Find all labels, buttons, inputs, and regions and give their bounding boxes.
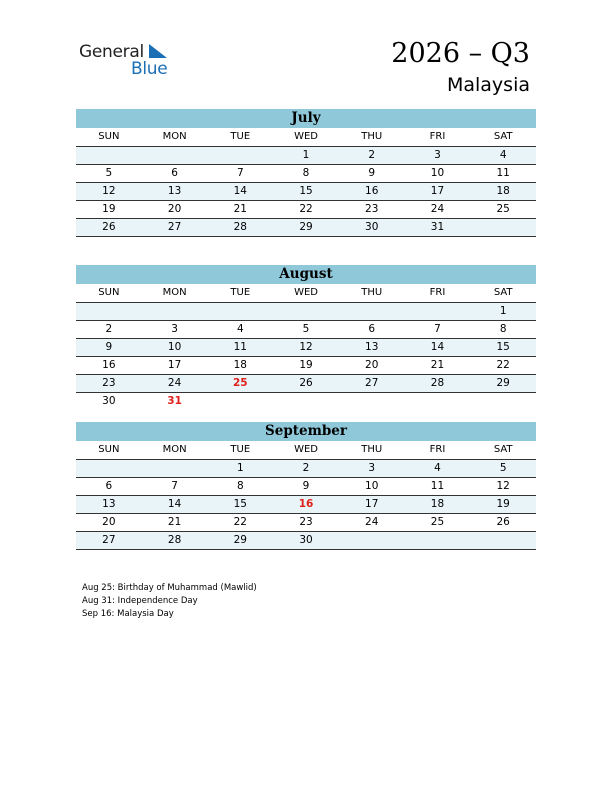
weekday-label: WED	[294, 287, 318, 298]
day-cell: 27	[365, 377, 379, 389]
weekday-label: WED	[294, 131, 318, 142]
holiday-day-cell: 31	[167, 395, 182, 407]
weekday-label: FRI	[429, 131, 446, 142]
day-cell: 31	[430, 221, 445, 233]
day-cell: 5	[105, 167, 113, 179]
day-cell: 12	[102, 185, 116, 197]
week-row	[76, 321, 536, 339]
day-cell: 10	[365, 480, 379, 492]
month-july	[76, 109, 536, 237]
day-cell	[470, 393, 536, 410]
day-cell: 17	[365, 498, 379, 510]
day-cell: 11	[430, 480, 445, 492]
day-cell: 8	[302, 167, 310, 179]
day-cell: 20	[365, 359, 379, 371]
weekday-label: SAT	[493, 444, 513, 455]
month-september	[76, 422, 536, 550]
day-cell	[273, 303, 339, 320]
week-row	[76, 460, 536, 478]
month-title: July	[76, 109, 536, 128]
weekday-label: WED	[294, 444, 318, 455]
day-cell	[470, 219, 536, 236]
weekday-label: SUN	[98, 131, 120, 142]
day-cell	[339, 393, 405, 410]
week-row	[76, 201, 536, 219]
day-cell: 22	[233, 516, 247, 528]
logo-flag-icon	[147, 44, 167, 60]
week-row	[76, 478, 536, 496]
logo-general-text: General	[79, 42, 144, 62]
day-cell: 30	[365, 221, 379, 233]
day-cell: 22	[299, 203, 313, 215]
day-cell: 14	[430, 341, 445, 353]
weekday-label: THU	[361, 131, 383, 142]
day-cell: 16	[365, 185, 379, 197]
page-title: 2026 – Q3	[391, 38, 530, 69]
day-cell: 6	[171, 167, 178, 179]
holiday-notes	[82, 582, 257, 621]
day-cell: 5	[499, 462, 507, 474]
day-cell	[76, 303, 142, 320]
weekday-label: TUE	[230, 131, 251, 142]
day-cell: 28	[233, 221, 247, 233]
day-cell: 17	[167, 359, 182, 371]
day-cell: 23	[299, 516, 313, 528]
weekday-label: MON	[162, 287, 187, 298]
day-cell	[76, 147, 142, 164]
week-row	[76, 339, 536, 357]
day-cell: 25	[430, 516, 445, 528]
weekday-label: FRI	[429, 444, 446, 455]
day-cell	[405, 303, 471, 320]
day-cell: 15	[233, 498, 247, 510]
weekday-label: TUE	[230, 287, 251, 298]
generalblue-logo	[79, 42, 179, 82]
day-cell: 4	[499, 149, 507, 161]
day-cell: 18	[496, 185, 510, 197]
day-cell: 1	[236, 462, 244, 474]
day-cell: 23	[365, 203, 379, 215]
day-cell: 21	[233, 203, 247, 215]
weekday-label: TUE	[230, 444, 251, 455]
day-cell: 2	[105, 323, 113, 335]
day-cell: 13	[102, 498, 116, 510]
holiday-note: Sep 16: Malaysia Day	[82, 609, 174, 619]
week-row	[76, 357, 536, 375]
day-cell: 19	[496, 498, 510, 510]
day-cell: 7	[236, 167, 244, 179]
day-cell	[339, 532, 405, 549]
day-cell: 15	[299, 185, 313, 197]
day-cell: 6	[105, 480, 113, 492]
week-row	[76, 303, 536, 321]
day-cell: 29	[233, 534, 247, 546]
week-row	[76, 165, 536, 183]
day-cell: 10	[430, 167, 445, 179]
day-cell: 9	[302, 480, 310, 492]
day-cell: 24	[365, 516, 379, 528]
day-cell: 20	[167, 203, 182, 215]
holiday-day-cell: 25	[232, 377, 248, 389]
day-cell: 18	[430, 498, 445, 510]
day-cell	[142, 303, 208, 320]
day-cell: 12	[496, 480, 510, 492]
day-cell: 11	[233, 341, 247, 353]
day-cell	[339, 303, 405, 320]
day-cell: 29	[299, 221, 313, 233]
day-cell: 7	[434, 323, 441, 335]
day-cell: 21	[430, 359, 445, 371]
day-cell: 29	[496, 377, 510, 389]
weekday-label: THU	[361, 287, 383, 298]
day-cell: 9	[368, 167, 376, 179]
day-cell	[76, 460, 142, 477]
day-cell: 20	[102, 516, 116, 528]
country-name: Malaysia	[446, 74, 530, 96]
day-cell: 8	[236, 480, 244, 492]
day-cell: 4	[236, 323, 244, 335]
weekday-header-row	[76, 284, 536, 303]
weekday-header-row	[76, 128, 536, 147]
day-cell: 2	[368, 149, 376, 161]
day-cell	[207, 147, 273, 164]
day-cell: 5	[302, 323, 310, 335]
day-cell: 27	[102, 534, 116, 546]
weekday-header-row	[76, 441, 536, 460]
day-cell: 1	[499, 305, 507, 317]
day-cell	[142, 147, 208, 164]
week-row	[76, 532, 536, 550]
week-row	[76, 147, 536, 165]
day-cell: 28	[167, 534, 182, 546]
day-cell	[470, 532, 536, 549]
weekday-label: MON	[162, 444, 187, 455]
day-cell	[405, 532, 471, 549]
day-cell: 23	[102, 377, 116, 389]
logo-blue-text: Blue	[131, 59, 168, 79]
day-cell: 8	[499, 323, 507, 335]
day-cell: 15	[496, 341, 510, 353]
day-cell: 3	[171, 323, 178, 335]
weekday-label: SUN	[98, 287, 120, 298]
day-cell: 28	[430, 377, 445, 389]
day-cell: 24	[167, 377, 182, 389]
weekday-label: SAT	[493, 287, 513, 298]
day-cell: 17	[430, 185, 445, 197]
week-row	[76, 514, 536, 532]
day-cell	[405, 393, 471, 410]
month-august	[76, 265, 536, 410]
day-cell: 30	[102, 395, 116, 407]
day-cell	[273, 393, 339, 410]
day-cell: 19	[299, 359, 313, 371]
week-row	[76, 496, 536, 514]
day-cell: 11	[496, 167, 510, 179]
day-cell: 16	[102, 359, 116, 371]
day-cell: 9	[105, 341, 113, 353]
day-cell: 26	[496, 516, 510, 528]
holiday-day-cell: 16	[298, 498, 314, 510]
month-title: September	[76, 422, 536, 441]
week-row	[76, 183, 536, 201]
day-cell: 6	[368, 323, 376, 335]
day-cell: 22	[496, 359, 510, 371]
month-title: August	[76, 265, 536, 284]
day-cell: 12	[299, 341, 313, 353]
day-cell: 26	[102, 221, 116, 233]
day-cell: 18	[233, 359, 247, 371]
weekday-label: MON	[162, 131, 187, 142]
day-cell: 7	[171, 480, 178, 492]
day-cell	[207, 393, 273, 410]
day-cell: 14	[167, 498, 182, 510]
day-cell	[207, 303, 273, 320]
day-cell: 13	[365, 341, 379, 353]
holiday-note: Aug 31: Independence Day	[82, 596, 198, 606]
day-cell: 14	[233, 185, 247, 197]
day-cell: 19	[102, 203, 116, 215]
weekday-label: SAT	[493, 131, 513, 142]
holiday-note: Aug 25: Birthday of Muhammad (Mawlid)	[82, 583, 257, 593]
day-cell: 2	[302, 462, 310, 474]
week-row	[76, 375, 536, 393]
day-cell: 3	[434, 149, 441, 161]
week-row	[76, 393, 536, 410]
day-cell: 24	[430, 203, 445, 215]
day-cell: 30	[299, 534, 313, 546]
day-cell: 3	[368, 462, 376, 474]
weekday-label: THU	[361, 444, 383, 455]
day-cell: 27	[167, 221, 182, 233]
day-cell: 1	[302, 149, 310, 161]
weekday-label: FRI	[429, 287, 446, 298]
day-cell: 25	[496, 203, 510, 215]
day-cell	[142, 460, 208, 477]
day-cell: 26	[299, 377, 313, 389]
week-row	[76, 219, 536, 237]
day-cell: 4	[434, 462, 441, 474]
day-cell: 10	[167, 341, 182, 353]
day-cell: 21	[167, 516, 182, 528]
weekday-label: SUN	[98, 444, 120, 455]
day-cell: 13	[167, 185, 182, 197]
